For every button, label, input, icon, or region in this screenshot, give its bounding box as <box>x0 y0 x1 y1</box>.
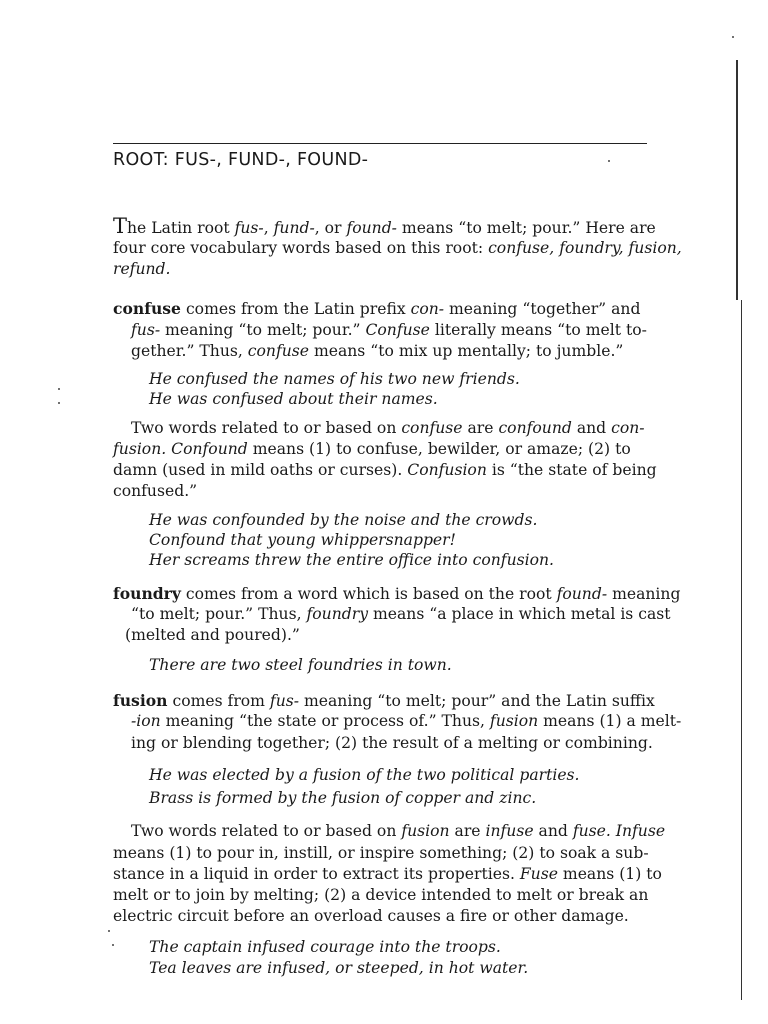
infuse-line-2-run: means (1) to pour in, instill, or inspire something; (2) to soak a sub- <box>113 844 649 862</box>
intro-line-1-run: means “to melt; pour.” Here are <box>396 219 656 237</box>
scan-speck <box>608 160 610 162</box>
fusion-example-2: Brass is formed by the fusion of copper and zinc. <box>149 789 537 807</box>
foundry-line-1-run: comes from a word which is based on the root <box>180 585 557 603</box>
entry-headword: foundry <box>113 584 181 603</box>
foundry-line-1-run: meaning <box>607 585 681 603</box>
confound-example-2: Confound that young whippersnapper! <box>149 531 456 549</box>
intro-line-1-run: , <box>263 219 274 237</box>
confound-line-3-run: damn (used in mild oaths or curses). <box>113 461 408 479</box>
italic-term: Confusion <box>407 461 487 479</box>
scan-speck <box>58 388 60 390</box>
scan-speck <box>58 402 60 404</box>
fusion-line-2-run: meaning “the state or process of.” Thus, <box>160 712 490 730</box>
infuse-example-1: The captain infused courage into the troops. <box>149 938 501 956</box>
italic-term: -ion <box>131 712 161 730</box>
italic-term: fuse. <box>572 822 611 840</box>
infuse-line-1 <box>131 821 665 843</box>
italic-term: fusion. <box>113 440 167 458</box>
italic-term: confound <box>498 419 572 437</box>
infuse-line-2 <box>113 843 649 865</box>
intro-line-2 <box>113 238 682 260</box>
confuse-line-1-run: meaning “together” and <box>444 300 641 318</box>
confound-line-1-run: and <box>571 419 612 437</box>
intro-line-1-run: he Latin root <box>127 219 235 237</box>
foundry-line-2 <box>131 604 671 626</box>
italic-term: fund- <box>273 219 315 237</box>
confuse-line-1-run: comes from the Latin prefix <box>180 300 411 318</box>
italic-term: infuse <box>485 822 534 840</box>
italic-term: Fuse <box>519 865 558 883</box>
fusion-example-1: He was elected by a fusion of the two political parties. <box>149 766 580 784</box>
infuse-line-3-run: stance in a liquid in order to extract its properties. <box>113 865 520 883</box>
confuse-example-2: He was confused about their names. <box>149 390 438 408</box>
intro-line-1-run: , or <box>314 219 347 237</box>
italic-term: found- <box>556 585 608 603</box>
confuse-line-3-run: means “to mix up mentally; to jumble.” <box>309 342 624 360</box>
confound-line-4 <box>113 481 197 503</box>
italic-term: confuse <box>247 342 309 360</box>
heading-rule <box>113 143 647 144</box>
infuse-line-3 <box>113 864 662 886</box>
confound-line-4-run: confused.” <box>113 482 198 500</box>
intro-line-2-run: four core vocabulary words based on this root: <box>113 239 489 257</box>
confuse-line-3-run: gether.” Thus, <box>131 342 248 360</box>
scan-edge-line-top <box>736 60 738 300</box>
foundry-line-2-run: means “a place in which metal is cast <box>368 605 671 623</box>
italic-term: fus- <box>131 321 161 339</box>
italic-term: Confound <box>171 440 248 458</box>
italic-term: Confuse <box>365 321 430 339</box>
infuse-line-3-run: means (1) to <box>557 865 662 883</box>
confuse-example-1: He confused the names of his two new friends. <box>149 370 520 388</box>
infuse-line-1-run: are <box>449 822 486 840</box>
italic-term: con- <box>611 419 645 437</box>
infuse-line-5-run: electric circuit before an overload causes a fire or other damage. <box>113 907 629 925</box>
fusion-line-1-run: comes from <box>167 692 270 710</box>
confound-example-1: He was confounded by the noise and the crowds. <box>149 511 538 529</box>
confound-line-1 <box>131 418 645 440</box>
foundry-example-1: There are two steel foundries in town. <box>149 656 452 674</box>
confuse-line-2-run: meaning “to melt; pour.” <box>160 321 366 339</box>
fusion-line-2 <box>131 711 681 733</box>
intro-line-1-run: T <box>113 214 128 238</box>
scan-edge-line-bottom <box>741 300 742 1000</box>
section-heading: ROOT: FUS-, FUND-, FOUND- <box>113 150 369 170</box>
confound-line-3 <box>113 460 657 482</box>
italic-term: con- <box>410 300 445 318</box>
italic-term: confuse, foundry, fusion, <box>488 239 682 257</box>
italic-term: fusion <box>401 822 450 840</box>
infuse-line-1-run: and <box>533 822 573 840</box>
italic-term: confuse <box>401 419 463 437</box>
fusion-line-1-run: meaning “to melt; pour” and the Latin suffix <box>299 692 655 710</box>
italic-term: foundry <box>306 605 369 623</box>
italic-term: fus- <box>234 219 264 237</box>
foundry-line-3 <box>125 625 300 647</box>
infuse-line-4-run: melt or to join by melting; (2) a device intended to melt or break an <box>113 886 649 904</box>
confound-line-2 <box>113 439 631 461</box>
confuse-line-2 <box>131 320 647 342</box>
foundry-line-2-run: “to melt; pour.” Thus, <box>131 605 307 623</box>
scan-speck <box>112 944 114 946</box>
fusion-line-2-run: means (1) a melt- <box>538 712 682 730</box>
fusion-line-3-run: ing or blending together; (2) the result of a melting or combining. <box>131 734 653 752</box>
infuse-line-5 <box>113 906 629 928</box>
scan-speck <box>108 930 110 932</box>
italic-term: fusion <box>489 712 539 730</box>
italic-term: fus- <box>269 692 300 710</box>
intro-line-1 <box>113 216 656 240</box>
confuse-line-3 <box>131 341 623 363</box>
confound-line-1-run: Two words related to or based on <box>131 419 402 437</box>
infuse-example-2: Tea leaves are infused, or steeped, in hot water. <box>149 959 529 977</box>
confuse-line-2-run: literally means “to melt to- <box>429 321 647 339</box>
entry-headword: confuse <box>113 299 181 318</box>
confuse-line-1 <box>113 298 640 321</box>
entry-headword: fusion <box>113 691 168 710</box>
confound-line-1-run: are <box>462 419 499 437</box>
fusion-line-3 <box>131 733 653 755</box>
fusion-line-1 <box>113 690 655 713</box>
confound-example-3: Her screams threw the entire office into confusion. <box>149 551 554 569</box>
italic-term: refund. <box>113 260 171 278</box>
confound-line-2-run: means (1) to confuse, bewilder, or amaze; (2) to <box>247 440 631 458</box>
italic-term: found- <box>346 219 397 237</box>
infuse-line-1-run: Two words related to or based on <box>131 822 402 840</box>
foundry-line-3-run: (melted and poured).” <box>125 626 300 644</box>
italic-term: Infuse <box>615 822 666 840</box>
infuse-line-4 <box>113 885 648 907</box>
scan-speck <box>732 36 734 38</box>
confound-line-3-run: is “the state of being <box>486 461 657 479</box>
foundry-line-1 <box>113 583 680 606</box>
intro-line-3 <box>113 259 170 281</box>
